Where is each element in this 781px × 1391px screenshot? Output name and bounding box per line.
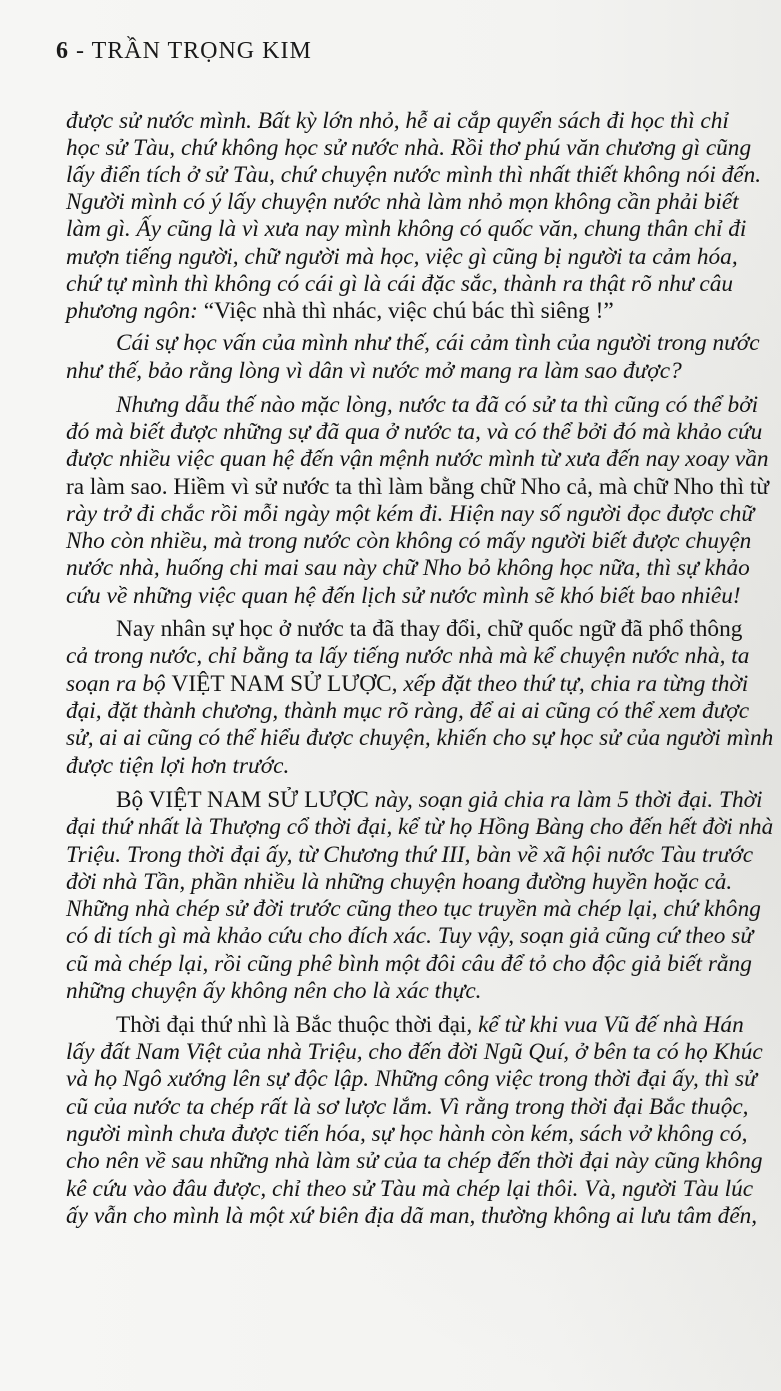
line-32-text: những chuyện ấy không nên cho là xác thực. — [66, 978, 482, 1004]
line-17-text: nước nhà, huống chi mai sau này chữ Nho bỏ không học nữa, thì sự khảo — [66, 555, 750, 581]
text-line-28 — [66, 868, 732, 896]
line-14-text: ra làm sao. Hiềm vì sử nước ta thì làm bằng chữ Nho cả, mà chữ Nho thì từ — [66, 474, 770, 500]
text-line-3 — [66, 161, 761, 189]
line-11-text: Nhưng dẫu thế nào mặc lòng, nước ta đã có sử ta thì cũng có thể bởi — [116, 392, 759, 418]
text-line-23 — [66, 724, 773, 752]
line-22-text: đại, đặt thành chương, thành mục rõ ràng, để ai ai cũng có thể xem được — [66, 698, 750, 724]
text-line-22 — [66, 697, 749, 725]
line-1-text: được sử nước mình. Bất kỳ lớn nhỏ, hễ ai cắp quyển sách đi học thì chỉ — [66, 108, 729, 134]
line-6-text: mượn tiếng người, chữ người mà học, việc gì cũng bị người ta cảm hóa, — [66, 244, 738, 270]
text-line-40 — [66, 1202, 757, 1230]
text-line-37 — [66, 1120, 747, 1148]
text-line-14 — [66, 473, 769, 501]
line-29-text: Những nhà chép sử đời trước cũng theo tục truyền mà chép lại, chứ không — [66, 896, 761, 922]
line-20-text: cả trong nước, chỉ bằng ta lấy tiếng nước nhà mà kể chuyện nước nhà, ta — [66, 643, 750, 669]
text-line-6 — [66, 243, 738, 271]
text-line-30 — [66, 922, 753, 950]
line-23-text: sử, ai ai cũng có thể hiểu được chuyện, khiến cho sự học sử của người mình — [66, 725, 774, 751]
text-line-8 — [66, 297, 614, 325]
page-number: 6 — [56, 38, 69, 64]
line-2-text: học sử Tàu, chứ không học sử nước nhà. Rồi thơ phú văn chương gì cũng — [66, 135, 752, 161]
author-name: TRẦN TRỌNG KIM — [91, 38, 312, 64]
text-line-29 — [66, 895, 761, 923]
line-37-text: người mình chưa được tiến hóa, sự học hành còn kém, sách vở không có, — [66, 1121, 748, 1147]
line-21-text-b: , xếp đặt theo thứ tự, chia ra từng thời — [391, 671, 749, 697]
text-line-9 — [116, 329, 760, 357]
line-3-text: lấy điển tích ở sử Tàu, chứ chuyện nước mình thì nhất thiết không nói đến. — [66, 162, 762, 188]
text-line-2 — [66, 134, 751, 162]
line-36-text: cũ của nước ta chép rất là sơ lược lắm. Vì rằng trong thời đại Bắc thuộc, — [66, 1094, 749, 1120]
text-line-25 — [116, 786, 763, 814]
line-34-text: lấy đất Nam Việt của nhà Triệu, cho đến đời Ngũ Quí, ở bên ta có họ Khúc — [66, 1039, 763, 1065]
line-38-text: cho nên về sau những nhà làm sử của ta chép đến thời đại này cũng không — [66, 1148, 763, 1174]
line-18-text: cứu về những việc quan hệ đến lịch sử nước mình sẽ khó biết bao nhiêu! — [66, 583, 741, 609]
line-33-text-a: Thời đại thứ nhì là Bắc thuộc thời đại — [116, 1012, 467, 1038]
text-line-21 — [66, 670, 748, 698]
text-line-33 — [116, 1011, 744, 1039]
text-line-36 — [66, 1093, 749, 1121]
text-line-19 — [116, 615, 742, 643]
line-7-text: chứ tự mình thì không có cái gì là cái đặc sắc, thành ra thật rõ như câu — [66, 271, 734, 297]
text-line-31 — [66, 950, 752, 978]
book-title: VIỆT NAM SỬ LƯỢC — [171, 671, 392, 697]
line-31-text: cũ mà chép lại, rồi cũng phê bình một đôi câu để tỏ cho độc giả biết rằng — [66, 951, 752, 977]
line-9-text: Cái sự học vấn của mình như thế, cái cảm tình của người trong nước — [116, 330, 760, 356]
text-line-20 — [66, 642, 749, 670]
line-30-text: có di tích gì mà khảo cứu cho đích xác. Tuy vậy, soạn giả cũng cứ theo sử — [66, 923, 754, 949]
line-25-text-a: Bộ VIỆT NAM SỬ LƯỢC — [116, 787, 369, 813]
line-21-text-a: soạn ra bộ — [66, 671, 172, 697]
text-line-17 — [66, 554, 750, 582]
line-8-text-a: phương ngôn: — [66, 298, 204, 324]
header-separator: - — [69, 38, 92, 64]
text-line-12 — [66, 418, 762, 446]
running-head — [56, 38, 312, 65]
line-26-text: đại thứ nhất là Thượng cổ thời đại, kể từ họ Hồng Bàng cho đến hết đời nhà — [66, 814, 774, 840]
line-27-text: Triệu. Trong thời đại ấy, từ Chương thứ III, bàn về xã hội nước Tàu trước — [66, 842, 754, 868]
line-13-text: được nhiều việc quan hệ đến vận mệnh nước mình từ xưa đến nay xoay vần — [66, 446, 769, 472]
text-line-15 — [66, 500, 754, 528]
proverb-quote: “Việc nhà thì nhác, việc chú bác thì siêng !” — [203, 298, 614, 324]
line-19-text: Nay nhân sự học ở nước ta đã thay đổi, chữ quốc ngữ đã phổ thông — [116, 616, 743, 642]
line-28-text: đời nhà Tần, phần nhiều là những chuyện hoang đường huyền hoặc cả. — [66, 869, 733, 895]
text-line-10 — [66, 357, 682, 385]
line-24-text: được tiện lợi hơn trước. — [66, 753, 290, 779]
line-4-text: Người mình có ý lấy chuyện nước nhà làm nhỏ mọn không cần phải biết — [66, 189, 739, 215]
line-25-text-b: này, soạn giả chia ra làm 5 thời đại. Thời — [368, 787, 763, 813]
text-line-11 — [116, 391, 758, 419]
text-line-16 — [66, 527, 751, 555]
line-40-text: ấy vẫn cho mình là một xứ biên địa dã man, thường không ai lưu tâm đến, — [66, 1203, 758, 1229]
text-line-39 — [66, 1175, 753, 1203]
text-line-35 — [66, 1065, 757, 1093]
text-line-38 — [66, 1147, 763, 1175]
line-33-text-b: , kể từ khi vua Vũ đế nhà Hán — [466, 1012, 744, 1038]
line-5-text: làm gì. Ấy cũng là vì xưa nay mình không có quốc văn, chung thân chỉ đi — [66, 216, 747, 242]
text-line-4 — [66, 188, 739, 216]
line-35-text: và họ Ngô xướng lên sự độc lập. Những công việc trong thời đại ấy, thì sử — [66, 1066, 757, 1092]
text-line-1 — [66, 107, 729, 135]
text-line-18 — [66, 582, 741, 610]
text-line-27 — [66, 841, 753, 869]
line-10-text: như thế, bảo rằng lòng vì dân vì nước mở mang ra làm sao được? — [66, 358, 682, 384]
text-line-13 — [66, 445, 769, 473]
line-16-text: Nho còn nhiều, mà trong nước còn không có mấy người biết được chuyện — [66, 528, 752, 554]
line-39-text: kê cứu vào đâu được, chỉ theo sử Tàu mà chép lại thôi. Và, người Tàu lúc — [66, 1176, 754, 1202]
text-line-34 — [66, 1038, 763, 1066]
text-line-5 — [66, 215, 746, 243]
text-line-24 — [66, 752, 289, 780]
text-line-32 — [66, 977, 482, 1005]
line-12-text: đó mà biết được những sự đã qua ở nước ta, và có thể bởi đó mà khảo cứu — [66, 419, 763, 445]
text-line-26 — [66, 813, 773, 841]
line-15-text: rày trở đi chắc rồi mỗi ngày một kém đi. Hiện nay số người đọc được chữ — [66, 501, 755, 527]
text-line-7 — [66, 270, 733, 298]
